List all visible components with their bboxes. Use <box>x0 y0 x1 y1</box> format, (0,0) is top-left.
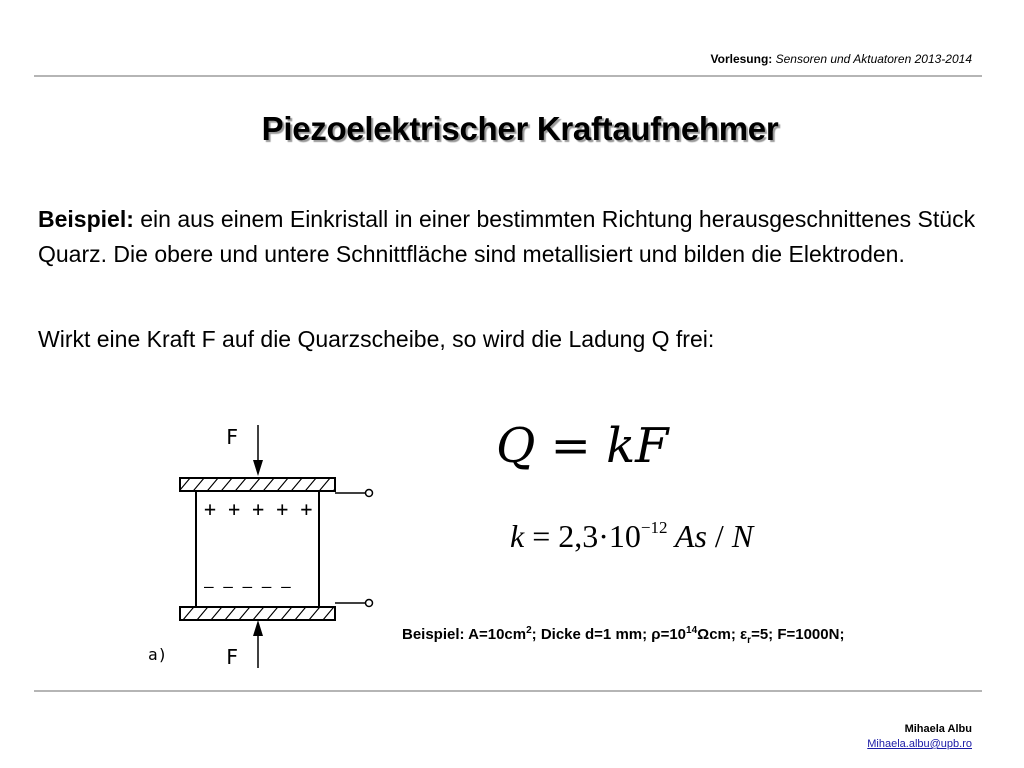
minus-charges: – – – – – <box>204 577 291 596</box>
epsilon-subscript: r <box>747 635 752 646</box>
top-terminal <box>366 490 373 497</box>
example-resistivity: =10 <box>660 626 687 643</box>
plus-charges: + + + + + <box>204 497 313 521</box>
example-area: Beispiel: A=10cm <box>402 626 527 643</box>
eq2-slash: / <box>706 518 732 554</box>
bottom-force-arrowhead <box>253 620 263 636</box>
bottom-terminal <box>366 600 373 607</box>
footer <box>867 722 972 752</box>
author-name: Mihaela Albu <box>904 723 972 735</box>
top-force-arrowhead <box>253 460 263 476</box>
example-resistivity-exp: 14 <box>686 625 698 636</box>
top-divider <box>34 75 982 77</box>
paragraph-example <box>38 202 988 272</box>
page-title: Piezoelektrischer Kraftaufnehmer <box>261 110 779 147</box>
eq2-unit1: As <box>667 518 707 554</box>
paragraph-text: ein aus einem Einkristall in einer bestimmten Richtung herausgeschnittenes Stück Quarz. Die obere und untere Schnittfläche sind metallisiert und bilden die Elektroden. <box>38 206 976 267</box>
header-label: Vorlesung: <box>710 52 773 66</box>
charge-equation: Q = kF <box>496 418 669 474</box>
bottom-force-label: F <box>226 645 239 669</box>
omega-symbol: Ω <box>697 626 710 643</box>
paragraph-lead: Beispiel: <box>38 206 134 232</box>
bottom-electrode <box>180 607 335 620</box>
eq2-unit2: N <box>731 518 754 554</box>
example-unit-cm: cm; <box>709 626 741 643</box>
example-permittivity-force: =5; F=1000N; <box>751 626 845 643</box>
header-course: Sensoren und Aktuatoren 2013-2014 <box>775 52 972 66</box>
example-values <box>402 625 844 646</box>
rho-symbol: ρ <box>651 626 661 643</box>
figure-caption: a) <box>148 645 168 664</box>
quartz-diagram <box>140 420 390 680</box>
epsilon-symbol: ε <box>740 626 748 643</box>
top-force-label: F <box>226 425 239 449</box>
bottom-divider <box>34 690 982 692</box>
example-area-exp: 2 <box>526 625 532 636</box>
constant-equation <box>510 518 753 555</box>
author-email-link[interactable]: Mihaela.albu@upb.ro <box>867 738 972 750</box>
eq2-exponent: −12 <box>640 518 668 537</box>
paragraph-force: Wirkt eine Kraft F auf die Quarzscheibe, so wird die Ladung Q frei: <box>38 326 715 352</box>
eq2-var: k <box>510 518 525 554</box>
top-electrode <box>180 478 335 491</box>
eq2-value: = 2,3·10 <box>524 518 641 554</box>
example-thickness: ; Dicke d=1 mm; <box>531 626 652 643</box>
course-header <box>711 52 973 66</box>
